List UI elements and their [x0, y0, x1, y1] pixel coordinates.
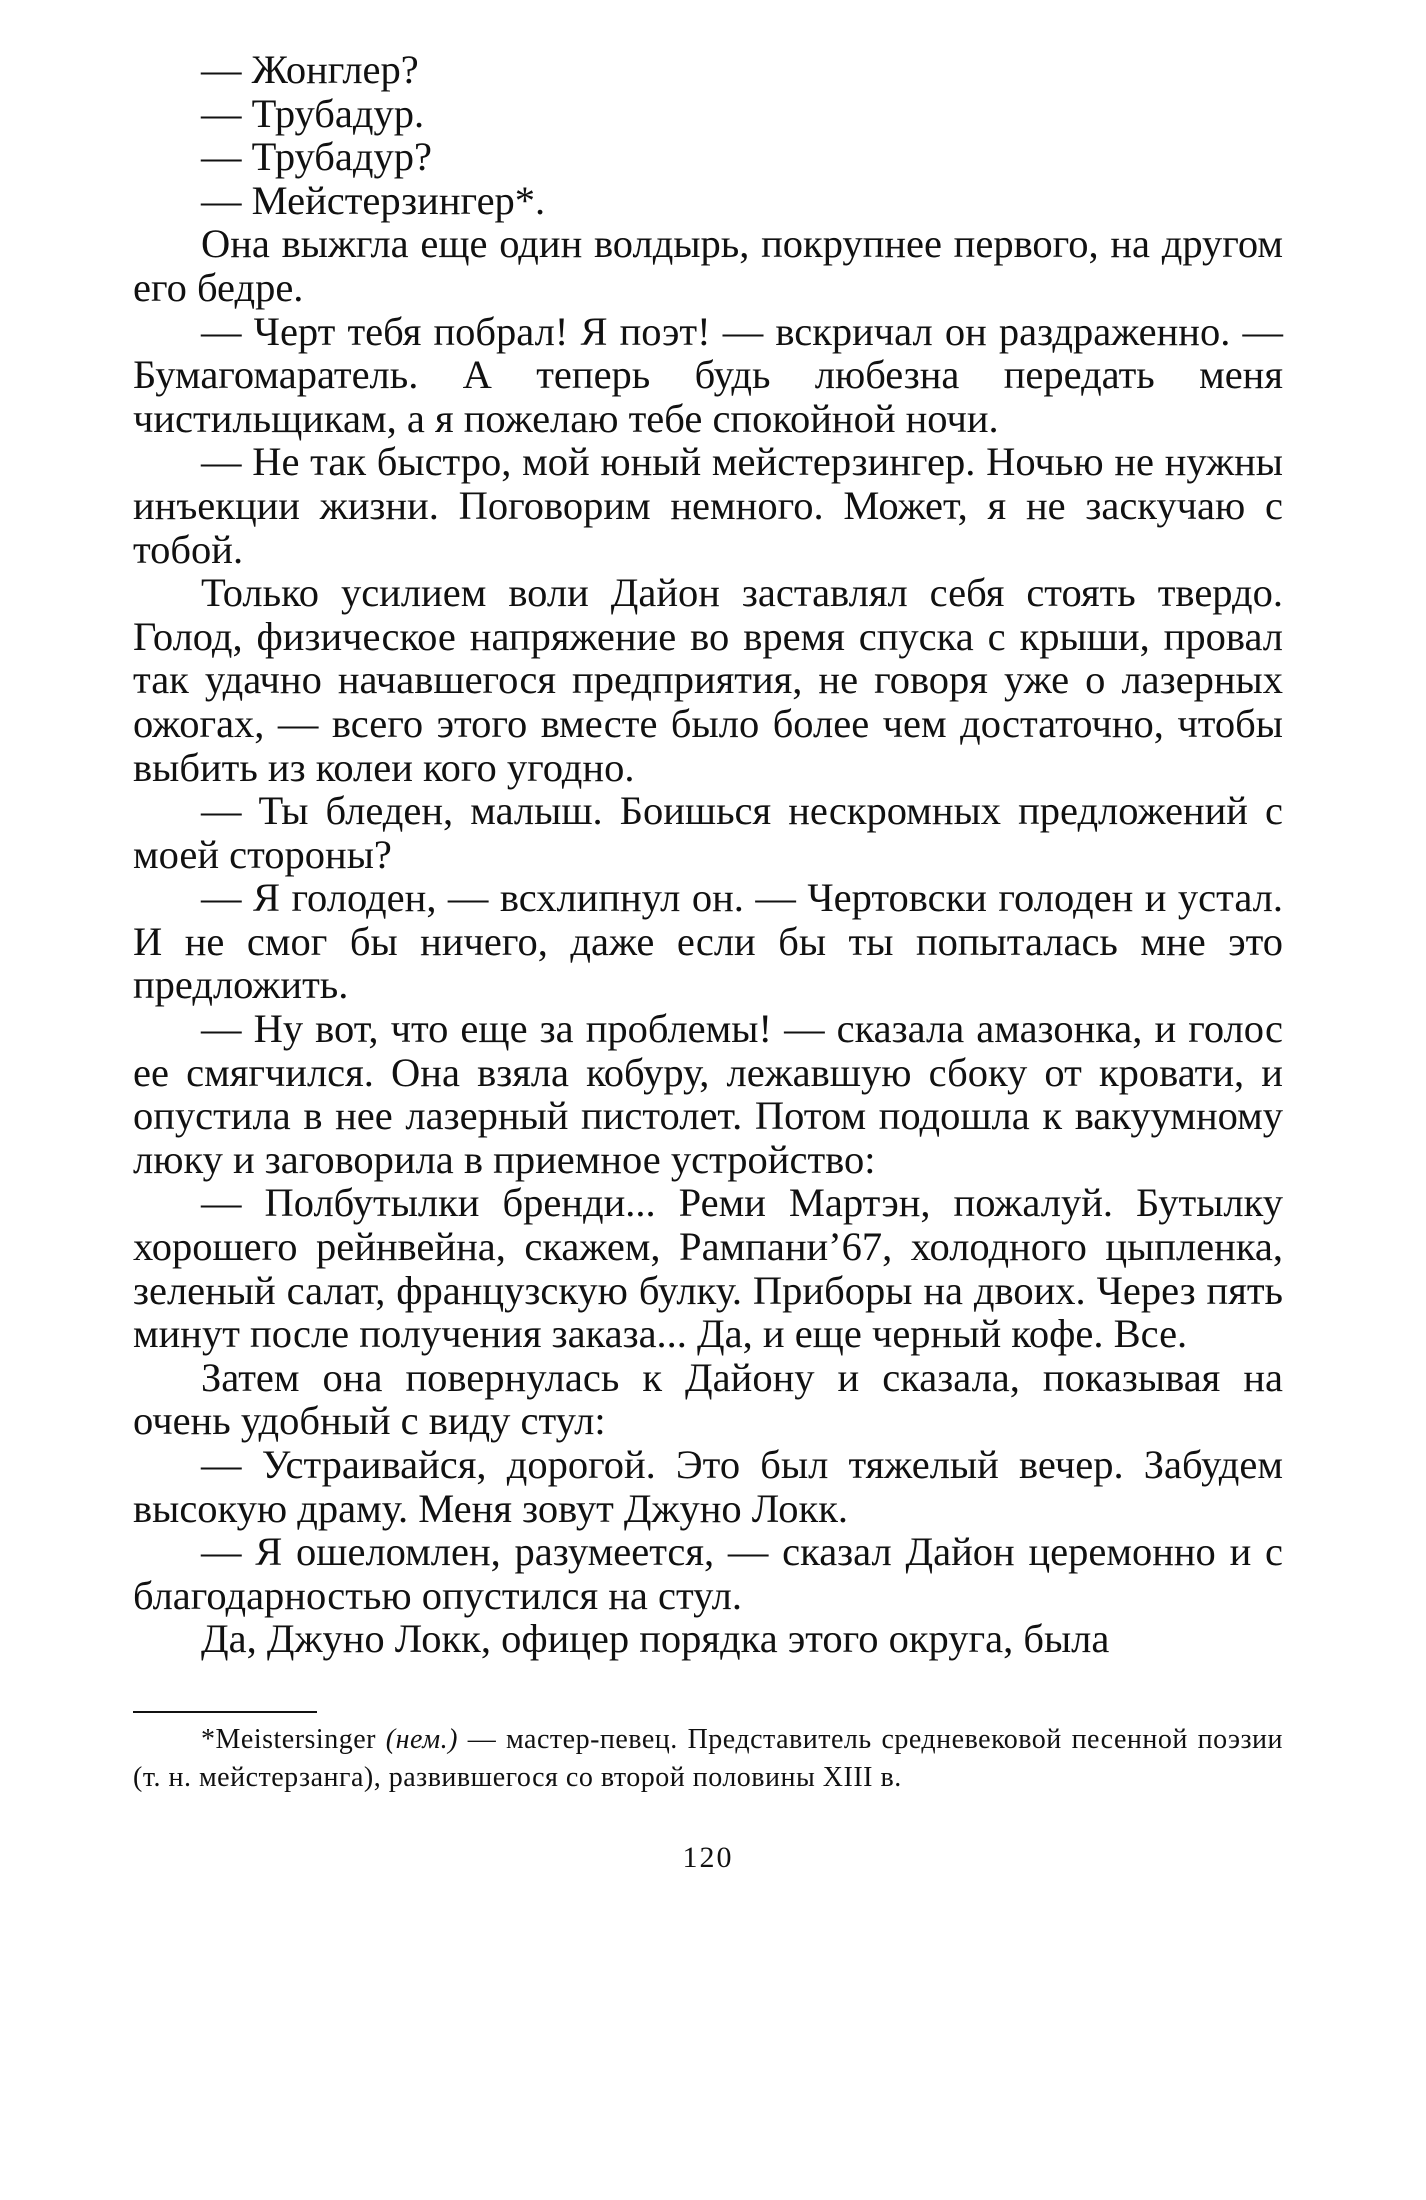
paragraph: — Устраивайся, дорогой. Это был тяжелый вечер. Забудем высокую драму. Меня зовут Джуно Локк.: [133, 1442, 1283, 1531]
paragraph: Да, Джуно Локк, офицер порядка этого округа, была: [201, 1616, 1110, 1662]
paragraph: — Мейстерзингер*.: [201, 177, 546, 223]
footnote: [133, 1721, 1283, 1797]
paragraph: — Трубадур?: [201, 134, 432, 180]
footnote-marker: *: [201, 1723, 216, 1755]
footnote-language: (нем.): [385, 1723, 458, 1755]
paragraph: Она выжгла еще один волдырь, покрупнее первого, на другом его бедре.: [133, 221, 1283, 310]
paragraph: — Ну вот, что еще за проблемы! — сказала амазонка, и голос ее смягчился. Она взяла кобуру, лежавшую сбоку от кровати, и опустила в нее лазерный пистолет. Потом подошла к вакуумному люку и заговорила в приемное устройство:: [133, 1006, 1283, 1182]
paragraph: — Не так быстро, мой юный мейстерзингер. Ночью не нужны инъекции жизни. Поговорим немного. Может, я не заскучаю с тобой.: [133, 439, 1283, 572]
footnote-text: — мастер-певец. Представитель средневековой песенной поэзии (т. н. мейстерзанга), развившегося со второй половины XIII в.: [133, 1723, 1284, 1793]
paragraph: — Я голоден, — всхлипнул он. — Чертовски голоден и устал. И не смог бы ничего, даже если бы ты попыталась мне это предложить.: [133, 875, 1283, 1008]
paragraph: — Полбутылки бренди... Реми Мартэн, пожалуй. Бутылку хорошего рейнвейна, скажем, Рампани’67, холодного цыпленка, зеленый салат, французскую булку. Приборы на двоих. Через пять минут после получения заказа... Да, и еще черный кофе. Все.: [133, 1180, 1283, 1357]
paragraph: — Жонглер?: [201, 47, 419, 92]
paragraph: — Трубадур.: [201, 90, 425, 136]
book-page: [133, 48, 1283, 1875]
main-text: [133, 48, 1283, 1661]
paragraph: — Черт тебя побрал! Я поэт! — вскричал он раздраженно. — Бумагомаратель. А теперь будь любезна передать меня чистильщикам, а я пожелаю тебе спокойной ночи.: [133, 308, 1283, 441]
footnote-term: Meistersinger: [215, 1723, 376, 1755]
footnote-divider: [133, 1711, 317, 1713]
paragraph: — Ты бледен, малыш. Боишься нескромных предложений с моей стороны?: [133, 788, 1283, 877]
page-number: 120: [682, 1840, 734, 1874]
paragraph: — Я ошеломлен, разумеется, — сказал Дайон церемонно и с благодарностью опустился на стул.: [133, 1529, 1283, 1618]
paragraph: Только усилием воли Дайон заставлял себя стоять твердо. Голод, физическое напряжение во время спуска с крыши, провал так удачно начавшегося предприятия, не говоря уже о лазерных ожогах, — всего этого вместе было более чем достаточно, чтобы выбить из колеи кого угодно.: [133, 570, 1283, 790]
paragraph: Затем она повернулась к Дайону и сказала, показывая на очень удобный с виду стул:: [133, 1354, 1283, 1444]
